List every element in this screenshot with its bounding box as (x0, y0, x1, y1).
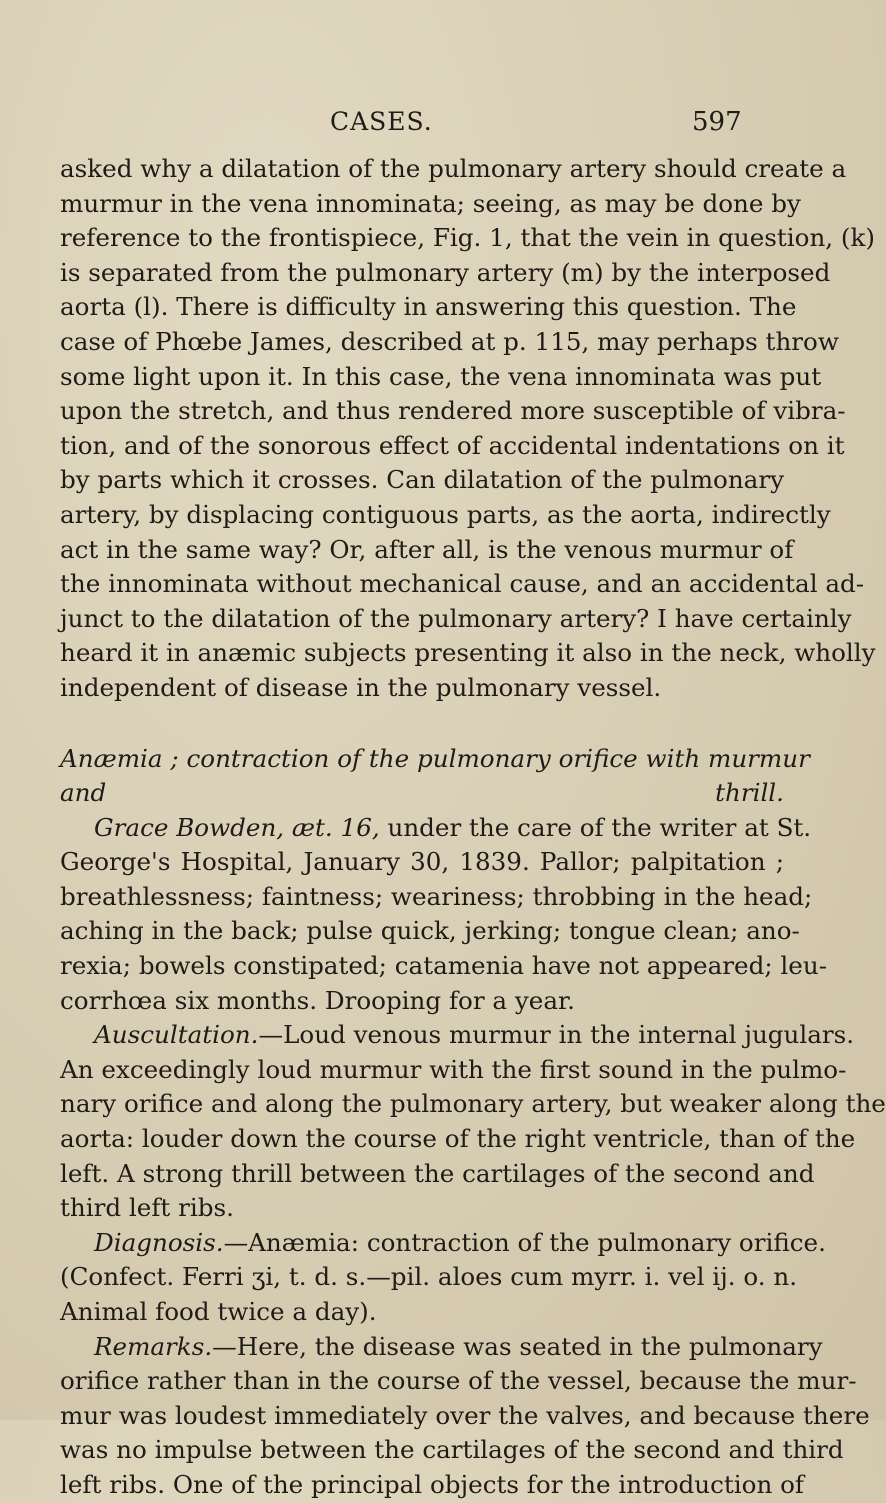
patient-name: Grace Bowden, æt. 16, (94, 812, 380, 842)
remarks-paragraph (60, 1330, 870, 1503)
text-line: left. A strong thrill between the cartilages of the second and (60, 1158, 815, 1188)
text-line: upon the stretch, and thus rendered more susceptible of vibra- (60, 396, 846, 426)
text-line (60, 1018, 855, 1053)
text-line: George's Hospital, January 30, 1839. Pallor; palpitation ; (60, 847, 784, 877)
text-line: asked why a dilatation of the pulmonary artery should create a (60, 154, 847, 183)
section-heading (60, 742, 810, 811)
text-line: by parts which it crosses. Can dilatation of the pulmonary (60, 465, 784, 495)
page-header (0, 107, 800, 147)
section-heading-line-2: and thrill. (60, 778, 784, 808)
section-gap (60, 706, 784, 742)
section-heading-line-1: Anæmia ; contraction of the pulmonary orifice with murmur (60, 743, 810, 773)
text-line: aching in the back; pulse quick, jerking; tongue clean; ano- (60, 916, 800, 946)
text-line: artery, by displacing contiguous parts, as the aorta, indirectly (60, 499, 831, 529)
text-line: An exceedingly loud murmur with the first sound in the pulmo- (60, 1054, 847, 1084)
text-line (60, 1226, 826, 1261)
paragraph-1 (60, 152, 876, 706)
remarks-label: Remarks. (94, 1331, 213, 1361)
case-history (60, 811, 828, 1019)
diagnosis-paragraph (60, 1226, 826, 1330)
running-head: CASES. (330, 107, 433, 136)
text-line: independent of disease in the pulmonary vessel. (60, 672, 662, 702)
text-line: aorta (l). There is difficulty in answering this question. The (60, 292, 797, 322)
text-line: some light upon it. In this case, the vena innominata was put (60, 361, 822, 391)
auscultation-label: Auscultation. (94, 1020, 259, 1050)
text-line: junct to the dilatation of the pulmonary artery? I have certainly (60, 603, 852, 633)
text-line: act in the same way? Or, after all, is the venous murmur of (60, 534, 794, 564)
text-line (60, 1330, 823, 1365)
text-line: heard it in anæmic subjects presenting it also in the neck, wholly (60, 638, 876, 668)
page-number: 597 (692, 107, 742, 137)
auscultation-paragraph (60, 1018, 886, 1226)
remarks-text: —Here, the disease was seated in the pulmonary (212, 1331, 823, 1361)
text-line: corrhœa six months. Drooping for a year. (60, 985, 575, 1015)
text-line: the innominata without mechanical cause, and an accidental ad- (60, 569, 865, 599)
text-line: orifice rather than in the course of the vessel, because the mur- (60, 1366, 857, 1396)
text-line: case of Phœbe James, described at p. 115, may perhaps throw (60, 326, 839, 356)
text-line: nary orifice and along the pulmonary artery, but weaker along the (60, 1089, 886, 1119)
text-line: (Confect. Ferri ʒi, t. d. s.—pil. aloes cum myrr. i. vel ij. o. n. (60, 1262, 798, 1292)
diagnosis-label: Diagnosis. (94, 1227, 224, 1257)
text-line: Animal food twice a day). (60, 1297, 377, 1326)
text-line: left ribs. One of the principal objects for the introduction of (60, 1469, 805, 1499)
case-history-text: under the care of the writer at St. (379, 812, 812, 842)
text-line: aorta: louder down the course of the right ventricle, than of the (60, 1124, 856, 1154)
text-line: breathlessness; faintness; weariness; throbbing in the head; (60, 881, 813, 911)
diagnosis-text: —Anæmia: contraction of the pulmonary orifice. (223, 1227, 826, 1257)
text-line: rexia; bowels constipated; catamenia have not appeared; leu- (60, 951, 828, 981)
text-line: murmur in the vena innominata; seeing, as may be done by (60, 188, 801, 218)
text-line: tion, and of the sonorous effect of accidental indentations on it (60, 430, 845, 460)
text-line: was no impulse between the cartilages of the second and third (60, 1435, 844, 1465)
text-line: third left ribs. (60, 1193, 234, 1223)
text-line: mur was loudest immediately over the valves, and because there (60, 1400, 870, 1430)
text-line (60, 811, 812, 846)
body-text (60, 152, 886, 1503)
auscultation-text: —Loud venous murmur in the internal jugulars. (258, 1020, 855, 1050)
text-line: reference to the frontispiece, Fig. 1, that the vein in question, (k) (60, 223, 876, 253)
text-line: is separated from the pulmonary artery (m) by the interposed (60, 257, 831, 287)
